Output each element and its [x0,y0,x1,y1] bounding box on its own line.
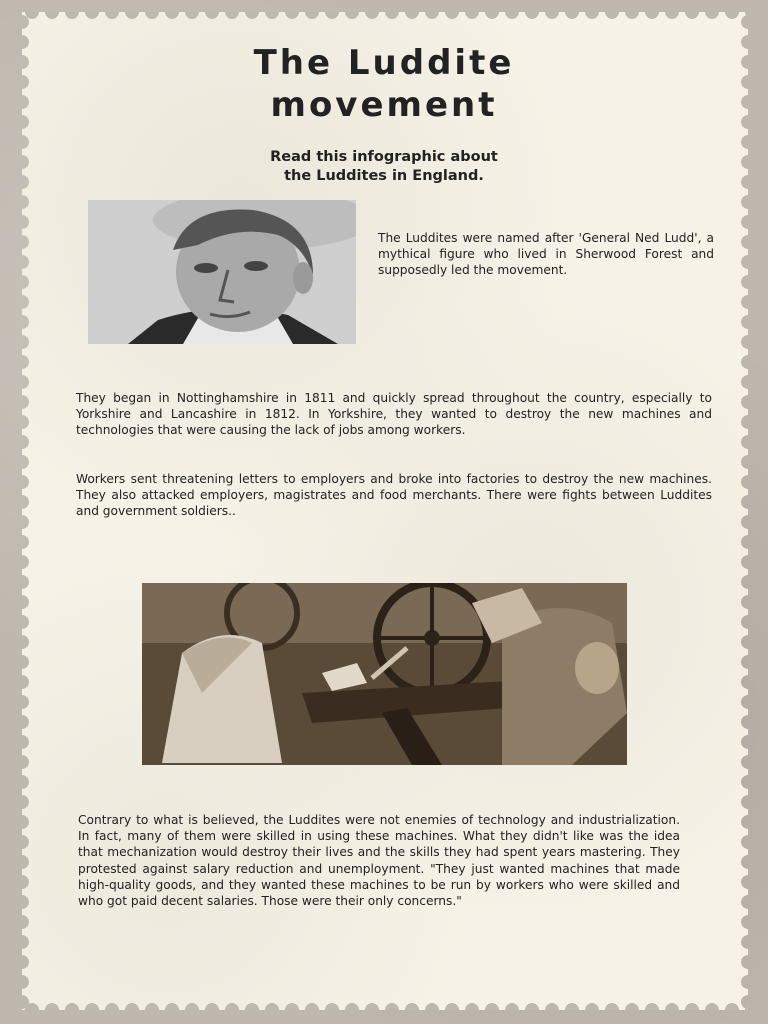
paper-edge-top [22,12,748,26]
subtitle-line-1: Read this infographic about [270,149,498,165]
subtitle-line-2: the Luddites in England. [284,168,484,184]
intro-paragraph: The Luddites were named after 'General Ned Ludd', a mythical figure who lived in Sherwood Forest and supposedly led the movement. [378,231,714,278]
page-title-line-2: movement [270,85,498,125]
page-title [0,42,768,126]
portrait-illustration [88,200,356,344]
machine-breaking-illustration [142,583,627,765]
body-paragraph-2: Workers sent threatening letters to employers and broke into factories to destroy the new machines. They also attacked employers, magistrates and food merchants. There were fights between Luddites and government soldiers.. [76,472,712,519]
body-paragraph-1: They began in Nottinghamshire in 1811 and quickly spread throughout the country, especially to Yorkshire and Lancashire in 1812. In Yorkshire, they wanted to destroy the new machines and technologies that were causing the lack of jobs among workers. [76,391,712,438]
page-subtitle [0,148,768,186]
page-title-line-1: The Luddite [253,43,515,83]
luddite-scene-image [142,583,627,765]
paper-edge-bottom [22,996,748,1010]
portrait-image [88,200,356,344]
body-paragraph-3: Contrary to what is believed, the Luddites were not enemies of technology and industrialization. In fact, many of them were skilled in using these machines. What they didn't like was the idea that mechanization would destroy their lives and the skills they had spent years mastering. They protested against salary reduction and unemployment. "They just wanted machines that made high-quality goods, and they wanted these machines to be run by workers who were skilled and who got paid decent salaries. Those were their only concerns." [78,813,680,909]
